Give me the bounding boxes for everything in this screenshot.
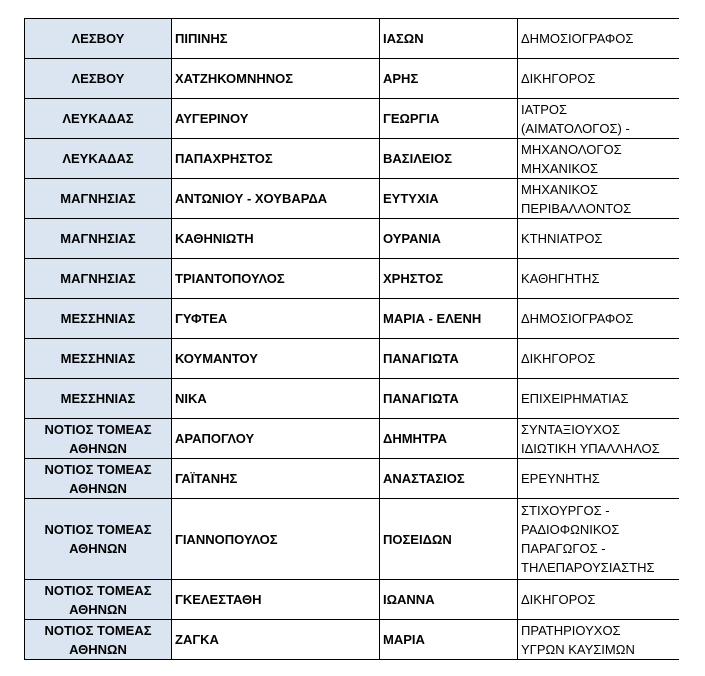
surname-cell: ΠΑΠΑΧΡΗΣΤΟΣ [172, 139, 380, 179]
profession-cell: ΚΑΘΗΓΗΤΗΣ [518, 259, 679, 299]
region-cell: ΜΕΣΣΗΝΙΑΣ [25, 379, 172, 419]
first-name-cell: ΙΩΑΝΝΑ [380, 580, 518, 620]
region-cell: ΛΕΣΒΟΥ [25, 59, 172, 99]
table-row [25, 379, 679, 419]
region-cell: ΝΟΤΙΟΣ ΤΟΜΕΑΣ ΑΘΗΝΩΝ [25, 419, 172, 459]
first-name-cell: ΜΑΡΙΑ [380, 620, 518, 660]
surname-cell: ΑΝΤΩΝΙΟΥ - ΧΟΥΒΑΡΔΑ [172, 179, 380, 219]
profession-cell: ΕΡΕΥΝΗΤΗΣ [518, 459, 679, 499]
first-name-cell: ΙΑΣΩΝ [380, 19, 518, 59]
region-cell: ΛΕΣΒΟΥ [25, 19, 172, 59]
surname-cell: ΚΟΥΜΑΝΤΟΥ [172, 339, 380, 379]
surname-cell: ΤΡΙΑΝΤΟΠΟΥΛΟΣ [172, 259, 380, 299]
region-cell: ΝΟΤΙΟΣ ΤΟΜΕΑΣ ΑΘΗΝΩΝ [25, 459, 172, 499]
surname-cell: ΖΑΓΚΑ [172, 620, 380, 660]
table-row [25, 580, 679, 620]
first-name-cell: ΕΥΤΥΧΙΑ [380, 179, 518, 219]
table-row [25, 99, 679, 139]
surname-cell: ΑΡΑΠΟΓΛΟΥ [172, 419, 380, 459]
region-cell: ΝΟΤΙΟΣ ΤΟΜΕΑΣ ΑΘΗΝΩΝ [25, 620, 172, 660]
region-cell: ΜΑΓΝΗΣΙΑΣ [25, 259, 172, 299]
first-name-cell: ΔΗΜΗΤΡΑ [380, 419, 518, 459]
profession-cell: ΕΠΙΧΕΙΡΗΜΑΤΙΑΣ [518, 379, 679, 419]
first-name-cell: ΑΝΑΣΤΑΣΙΟΣ [380, 459, 518, 499]
surname-cell: ΠΙΠΙΝΗΣ [172, 19, 380, 59]
region-cell: ΜΑΓΝΗΣΙΑΣ [25, 179, 172, 219]
surname-cell: ΚΑΘΗΝΙΩΤΗ [172, 219, 380, 259]
first-name-cell: ΑΡΗΣ [380, 59, 518, 99]
first-name-cell: ΠΑΝΑΓΙΩΤΑ [380, 379, 518, 419]
table-row [25, 339, 679, 379]
surname-cell: ΓΙΑΝΝΟΠΟΥΛΟΣ [172, 499, 380, 580]
profession-cell: ΣΤΙΧΟΥΡΓΟΣ - ΡΑΔΙΟΦΩΝΙΚΟΣ ΠΑΡΑΓΩΓΟΣ - ΤΗΛΕΠΑΡΟΥΣΙΑΣΤΗΣ [518, 499, 679, 580]
table-row [25, 299, 679, 339]
surname-cell: ΝΙΚΑ [172, 379, 380, 419]
region-cell: ΝΟΤΙΟΣ ΤΟΜΕΑΣ ΑΘΗΝΩΝ [25, 580, 172, 620]
profession-cell: ΠΡΑΤΗΡΙΟΥΧΟΣ ΥΓΡΩΝ ΚΑΥΣΙΜΩΝ [518, 620, 679, 660]
table-row [25, 179, 679, 219]
table-row [25, 19, 679, 59]
surname-cell: ΓΚΕΛΕΣΤΑΘΗ [172, 580, 380, 620]
region-cell: ΛΕΥΚΑΔΑΣ [25, 139, 172, 179]
profession-cell: ΜΗΧΑΝΟΛΟΓΟΣ ΜΗΧΑΝΙΚΟΣ [518, 139, 679, 179]
first-name-cell: ΧΡΗΣΤΟΣ [380, 259, 518, 299]
region-cell: ΜΕΣΣΗΝΙΑΣ [25, 299, 172, 339]
table-row [25, 419, 679, 459]
region-cell: ΝΟΤΙΟΣ ΤΟΜΕΑΣ ΑΘΗΝΩΝ [25, 499, 172, 580]
region-cell: ΜΑΓΝΗΣΙΑΣ [25, 219, 172, 259]
surname-cell: ΑΥΓΕΡΙΝΟΥ [172, 99, 380, 139]
profession-cell: ΜΗΧΑΝΙΚΟΣ ΠΕΡΙΒΑΛΛΟΝΤΟΣ [518, 179, 679, 219]
table-row [25, 259, 679, 299]
first-name-cell: ΓΕΩΡΓΙΑ [380, 99, 518, 139]
region-cell: ΛΕΥΚΑΔΑΣ [25, 99, 172, 139]
profession-cell: ΔΗΜΟΣΙΟΓΡΑΦΟΣ [518, 19, 679, 59]
profession-cell: ΔΙΚΗΓΟΡΟΣ [518, 339, 679, 379]
first-name-cell: ΟΥΡΑΝΙΑ [380, 219, 518, 259]
profession-cell: ΔΗΜΟΣΙΟΓΡΑΦΟΣ [518, 299, 679, 339]
candidates-table [24, 18, 679, 660]
profession-cell: ΚΤΗΝΙΑΤΡΟΣ [518, 219, 679, 259]
first-name-cell: ΒΑΣΙΛΕΙΟΣ [380, 139, 518, 179]
first-name-cell: ΠΟΣΕΙΔΩΝ [380, 499, 518, 580]
table-row [25, 59, 679, 99]
table-row [25, 499, 679, 580]
surname-cell: ΓΑΪΤΑΝΗΣ [172, 459, 380, 499]
surname-cell: ΧΑΤΖΗΚΟΜΝΗΝΟΣ [172, 59, 380, 99]
profession-cell: ΙΑΤΡΟΣ (ΑΙΜΑΤΟΛΟΓΟΣ) - [518, 99, 679, 139]
table-row [25, 459, 679, 499]
table-row [25, 620, 679, 660]
surname-cell: ΓΥΦΤΕΑ [172, 299, 380, 339]
candidates-table-body [25, 19, 679, 660]
region-cell: ΜΕΣΣΗΝΙΑΣ [25, 339, 172, 379]
profession-cell: ΣΥΝΤΑΞΙΟΥΧΟΣ ΙΔΙΩΤΙΚΗ ΥΠΑΛΛΗΛΟΣ [518, 419, 679, 459]
table-row [25, 219, 679, 259]
first-name-cell: ΠΑΝΑΓΙΩΤΑ [380, 339, 518, 379]
first-name-cell: ΜΑΡΙΑ - ΕΛΕΝΗ [380, 299, 518, 339]
profession-cell: ΔΙΚΗΓΟΡΟΣ [518, 580, 679, 620]
profession-cell: ΔΙΚΗΓΟΡΟΣ [518, 59, 679, 99]
table-row [25, 139, 679, 179]
